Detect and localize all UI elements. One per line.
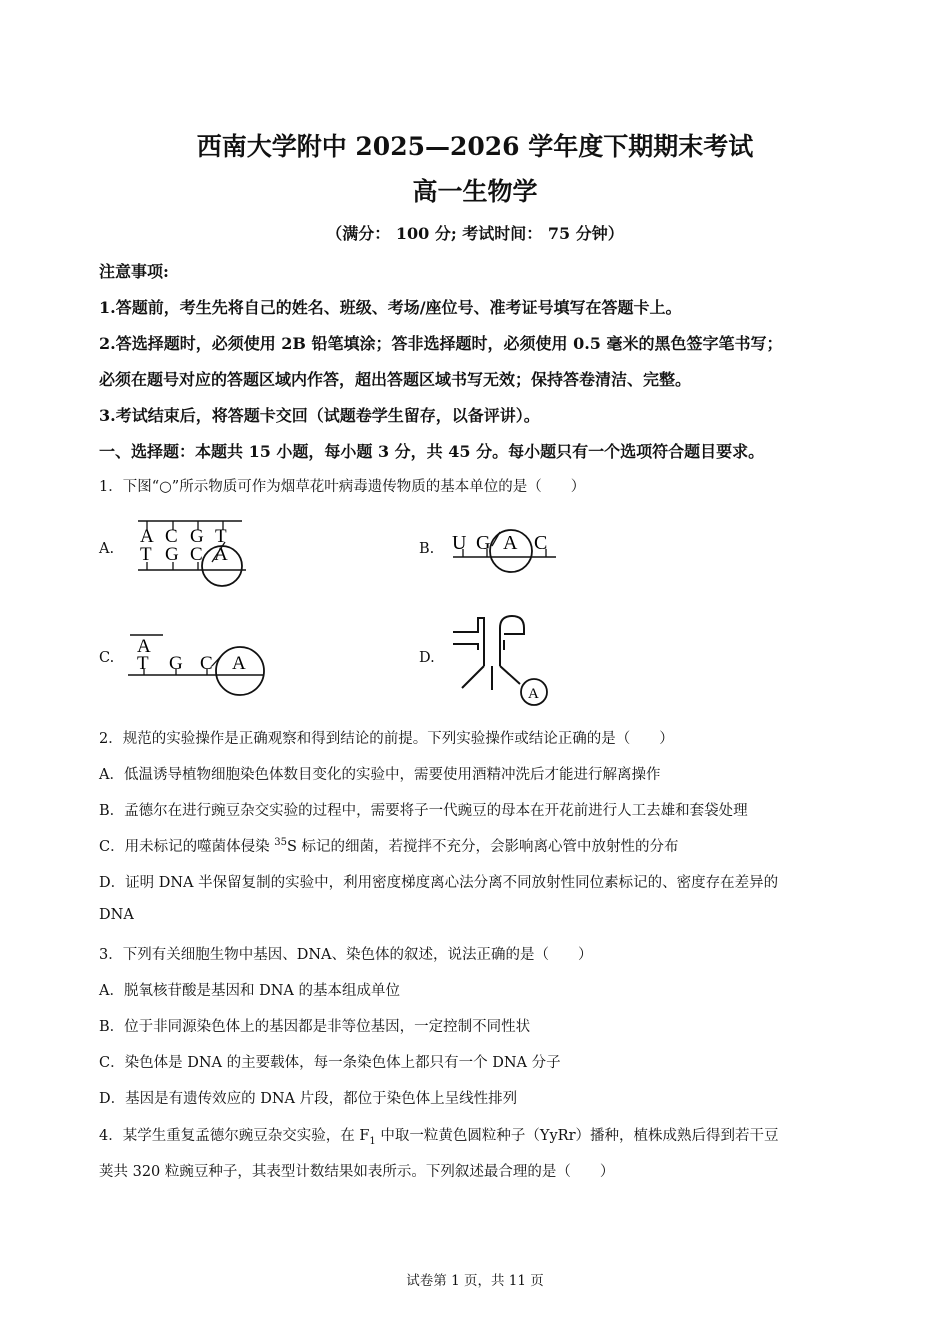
q2-option-a: A．低温诱导植物细胞染色体数目变化的实验中，需要使用酒精冲洗后才能进行解离操作 xyxy=(99,767,661,783)
generation-subscript: 1 xyxy=(369,1135,376,1147)
fig-a-bottom-base: G xyxy=(165,544,179,565)
q1-figure-d-trna xyxy=(448,610,558,710)
exam-title: 西南大学附中 2025—2026 学年度下期期末考试 xyxy=(196,132,754,161)
q2-option-b: B．孟德尔在进行豌豆杂交实验的过程中，需要将子一代豌豆的母本在开花前进行人工去雄和套袋处理 xyxy=(99,803,748,819)
section-heading: 一、选择题：本题共 15 小题，每小题 3 分，共 45 分。每小题只有一个选项符合题目要求。 xyxy=(99,442,765,461)
subject-title: 高一生物学 xyxy=(412,177,538,206)
q2-option-c-text-rest: S 标记的细菌，若搅拌不充分，会影响离心管中放射性的分布 xyxy=(286,839,679,855)
q3-option-d: D．基因是有遗传效应的 DNA 片段，都位于染色体上呈线性排列 xyxy=(99,1091,518,1107)
page-footer: 试卷第 1 页，共 11 页 xyxy=(406,1273,544,1289)
question-2-stem: 2．规范的实验操作是正确观察和得到结论的前提。下列实验操作或结论正确的是（ ） xyxy=(99,731,674,747)
fig-b-base: G xyxy=(476,532,491,554)
q2-option-d-cont: DNA xyxy=(99,907,134,923)
q4-stem-text-rest: 中取一粒黄色圆粒种子（YyRr）播种，植株成熟后得到若干豆 xyxy=(375,1128,779,1144)
q1-option-a-label: A. xyxy=(99,541,115,557)
fig-a-bottom-base: A xyxy=(214,544,228,565)
q1-figure-c xyxy=(122,628,272,698)
q1-figure-a xyxy=(130,512,255,592)
exam-info: （满分： 100 分; 考试时间： 75 分钟） xyxy=(326,224,624,243)
question-4-stem xyxy=(99,1124,779,1147)
q1-option-b-label: B. xyxy=(419,541,435,557)
q4-stem-text: 4．某学生重复孟德尔豌豆杂交实验，在 F xyxy=(99,1128,370,1144)
fig-b-base: U xyxy=(452,532,467,554)
q3-option-a: A．脱氧核苷酸是基因和 DNA 的基本组成单位 xyxy=(99,983,400,999)
note-item: 1.答题前，考生先将自己的姓名、班级、考场/座位号、准考证号填写在答题卡上。 xyxy=(99,298,682,317)
notes-heading: 注意事项: xyxy=(99,262,169,281)
note-item: 2.答选择题时，必须使用 2B 铅笔填涂；答非选择题时，必须使用 0.5 毫米的黑色签字笔书写； xyxy=(99,334,783,353)
q3-option-c: C．染色体是 DNA 的主要载体，每一条染色体上都只有一个 DNA 分子 xyxy=(99,1055,561,1071)
question-3-stem: 3．下列有关细胞生物中基因、DNA、染色体的叙述，说法正确的是（ ） xyxy=(99,947,593,963)
fig-c-top-base: A xyxy=(137,636,151,657)
fig-c-base: A xyxy=(232,653,246,674)
fig-d-circle-base: A xyxy=(528,686,539,702)
fig-c-base: G xyxy=(169,653,183,674)
isotope-superscript: 35 xyxy=(274,837,287,849)
q3-option-b: B．位于非同源染色体上的基因都是非等位基因，一定控制不同性状 xyxy=(99,1019,531,1035)
fig-a-bottom-base: C xyxy=(190,544,203,565)
note-item: 必须在题号对应的答题区域内作答，超出答题区域书写无效；保持答卷清洁、完整。 xyxy=(99,370,692,389)
q1-option-d-label: D. xyxy=(419,650,435,666)
q1-figure-b xyxy=(448,522,563,582)
fig-a-bottom-base: T xyxy=(140,544,152,565)
fig-c-base: T xyxy=(137,653,149,674)
q2-option-c xyxy=(99,835,678,856)
question-4-stem-cont: 荚共 320 粒豌豆种子，其表型计数结果如表所示。下列叙述最合理的是（ ） xyxy=(99,1164,615,1180)
q2-option-c-text: C．用未标记的噬菌体侵染 xyxy=(99,839,275,855)
fig-a-top-base: G xyxy=(190,526,204,547)
question-1-stem: 1．下图“○”所示物质可作为烟草花叶病毒遗传物质的基本单位的是（ ） xyxy=(99,479,586,495)
q2-option-d: D．证明 DNA 半保留复制的实验中，利用密度梯度离心法分离不同放射性同位素标记的、密度存在差异的 xyxy=(99,875,779,891)
note-item: 3.考试结束后，将答题卡交回（试题卷学生留存，以备评讲）。 xyxy=(99,406,540,425)
fig-a-top-base: T xyxy=(215,526,227,547)
fig-a-top-base: C xyxy=(165,526,178,547)
fig-b-base: A xyxy=(503,532,518,554)
q1-option-c-label: C. xyxy=(99,650,115,666)
fig-a-top-base: A xyxy=(140,526,154,547)
fig-b-base: C xyxy=(534,532,548,554)
fig-c-base: C xyxy=(200,653,213,674)
